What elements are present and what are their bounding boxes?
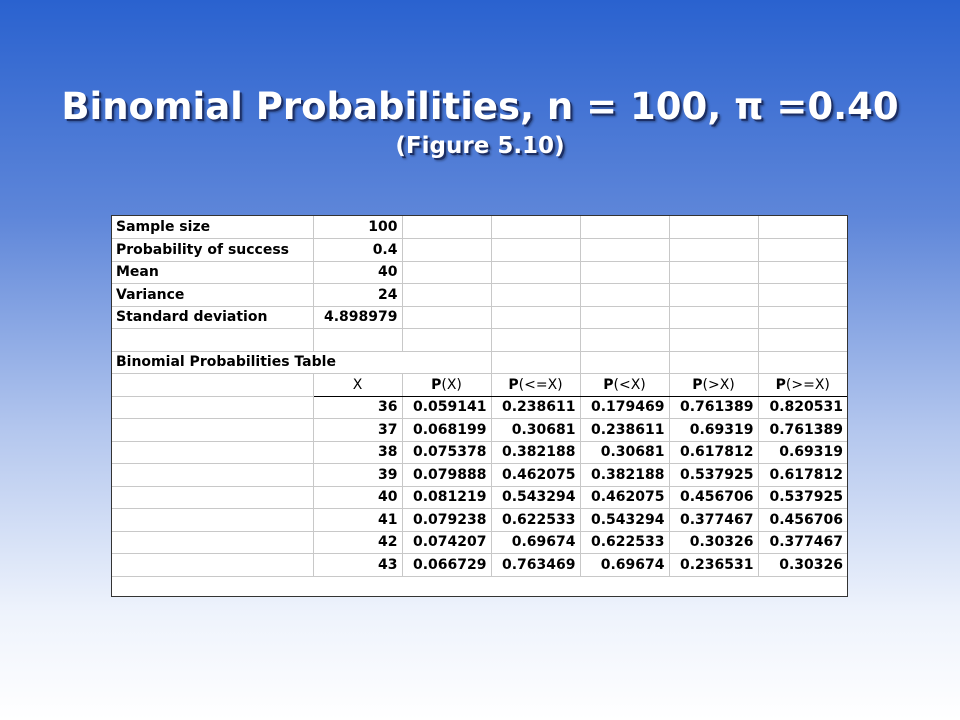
empty-cell[interactable] — [491, 351, 580, 374]
probability-cell[interactable]: 0.377467 — [758, 531, 847, 554]
x-value-cell[interactable]: 43 — [313, 554, 402, 577]
table-row — [112, 531, 847, 554]
probability-cell[interactable]: 0.30681 — [580, 441, 669, 464]
probability-cell[interactable]: 0.537925 — [669, 464, 758, 487]
probability-cell[interactable]: 0.622533 — [580, 531, 669, 554]
empty-cell[interactable] — [112, 419, 313, 442]
table-row — [112, 441, 847, 464]
probability-cell[interactable]: 0.69319 — [669, 419, 758, 442]
probability-cell[interactable]: 0.462075 — [491, 464, 580, 487]
column-header-p3[interactable]: P(<X) — [580, 374, 669, 397]
table-row — [112, 554, 847, 577]
empty-cell[interactable] — [491, 239, 580, 262]
probability-cell[interactable]: 0.69674 — [580, 554, 669, 577]
probability-cell[interactable]: 0.617812 — [758, 464, 847, 487]
probability-cell[interactable]: 0.543294 — [580, 509, 669, 532]
empty-cell[interactable] — [491, 329, 580, 352]
empty-cell[interactable] — [580, 216, 669, 239]
empty-cell[interactable] — [402, 351, 491, 374]
empty-cell[interactable] — [669, 239, 758, 262]
column-header-p5[interactable]: P(>=X) — [758, 374, 847, 397]
slide-subtitle: (Figure 5.10) — [395, 133, 565, 159]
table-row — [112, 464, 847, 487]
slide-title — [0, 82, 960, 160]
probability-cell[interactable]: 0.69319 — [758, 441, 847, 464]
table-row — [112, 509, 847, 532]
x-value-cell[interactable]: 42 — [313, 531, 402, 554]
empty-cell[interactable] — [580, 306, 669, 329]
empty-cell[interactable] — [580, 261, 669, 284]
empty-cell[interactable] — [402, 261, 491, 284]
empty-cell[interactable] — [112, 486, 313, 509]
empty-cell[interactable] — [758, 284, 847, 307]
empty-cell[interactable] — [112, 441, 313, 464]
probability-cell[interactable]: 0.079238 — [402, 509, 491, 532]
param-value-cell[interactable]: 24 — [313, 284, 402, 307]
param-row — [112, 306, 847, 329]
empty-cell[interactable] — [669, 261, 758, 284]
empty-cell[interactable] — [402, 306, 491, 329]
probability-cell[interactable]: 0.30326 — [758, 554, 847, 577]
x-value-cell[interactable]: 38 — [313, 441, 402, 464]
empty-cell[interactable] — [758, 239, 847, 262]
x-value-cell[interactable]: 36 — [313, 396, 402, 419]
x-value-cell[interactable]: 37 — [313, 419, 402, 442]
empty-cell[interactable] — [580, 351, 669, 374]
empty-cell[interactable] — [491, 261, 580, 284]
probability-cell[interactable]: 0.382188 — [491, 441, 580, 464]
probability-cell[interactable]: 0.820531 — [758, 396, 847, 419]
spreadsheet — [111, 215, 848, 597]
probability-cell[interactable]: 0.238611 — [580, 419, 669, 442]
empty-cell[interactable] — [669, 216, 758, 239]
probability-cell[interactable]: 0.617812 — [669, 441, 758, 464]
table-row — [112, 396, 847, 419]
probability-cell[interactable]: 0.377467 — [669, 509, 758, 532]
x-value-cell[interactable]: 41 — [313, 509, 402, 532]
column-header-p2[interactable]: P(<=X) — [491, 374, 580, 397]
empty-cell[interactable] — [580, 284, 669, 307]
empty-cell[interactable] — [758, 351, 847, 374]
empty-cell[interactable] — [669, 284, 758, 307]
empty-cell[interactable] — [112, 509, 313, 532]
probability-cell[interactable]: 0.543294 — [491, 486, 580, 509]
table-title-row — [112, 351, 847, 374]
empty-cell[interactable] — [112, 464, 313, 487]
param-row — [112, 284, 847, 307]
probability-cell[interactable]: 0.456706 — [669, 486, 758, 509]
empty-cell[interactable] — [112, 329, 313, 352]
empty-cell[interactable] — [758, 329, 847, 352]
probability-cell[interactable]: 0.236531 — [669, 554, 758, 577]
empty-cell[interactable] — [402, 239, 491, 262]
empty-cell[interactable] — [758, 261, 847, 284]
empty-cell[interactable] — [669, 329, 758, 352]
table-row — [112, 419, 847, 442]
table-row — [112, 486, 847, 509]
param-row — [112, 261, 847, 284]
empty-cell[interactable] — [313, 329, 402, 352]
probability-cell[interactable]: 0.761389 — [758, 419, 847, 442]
probability-cell[interactable]: 0.30326 — [669, 531, 758, 554]
column-header-p4[interactable]: P(>X) — [669, 374, 758, 397]
empty-cell[interactable] — [402, 216, 491, 239]
probability-cell[interactable]: 0.179469 — [580, 396, 669, 419]
empty-cell[interactable] — [758, 216, 847, 239]
probability-cell[interactable]: 0.462075 — [580, 486, 669, 509]
slide-title-main: Binomial Probabilities, n = 100, π =0.40 — [61, 85, 899, 128]
probability-cell[interactable]: 0.066729 — [402, 554, 491, 577]
probability-cell[interactable]: 0.075378 — [402, 441, 491, 464]
param-row — [112, 239, 847, 262]
param-label-cell[interactable]: Mean — [112, 261, 313, 284]
blank-row — [112, 329, 847, 352]
empty-cell[interactable] — [491, 216, 580, 239]
empty-cell[interactable] — [580, 329, 669, 352]
empty-cell[interactable] — [112, 554, 313, 577]
empty-cell[interactable] — [580, 239, 669, 262]
empty-cell[interactable] — [112, 396, 313, 419]
probability-cell[interactable]: 0.068199 — [402, 419, 491, 442]
param-value-cell[interactable]: 100 — [313, 216, 402, 239]
param-label-cell[interactable]: Variance — [112, 284, 313, 307]
param-label-cell[interactable]: Sample size — [112, 216, 313, 239]
probability-cell[interactable]: 0.537925 — [758, 486, 847, 509]
param-label-cell[interactable]: Standard deviation — [112, 306, 313, 329]
param-label-cell[interactable]: Probability of success — [112, 239, 313, 262]
empty-cell[interactable] — [491, 284, 580, 307]
probability-cell[interactable]: 0.059141 — [402, 396, 491, 419]
probability-cell[interactable]: 0.761389 — [669, 396, 758, 419]
x-value-cell[interactable]: 39 — [313, 464, 402, 487]
empty-cell[interactable] — [112, 531, 313, 554]
param-row — [112, 216, 847, 239]
param-value-cell[interactable]: 0.4 — [313, 239, 402, 262]
empty-cell[interactable] — [758, 306, 847, 329]
param-value-cell[interactable]: 4.898979 — [313, 306, 402, 329]
probability-cell[interactable]: 0.763469 — [491, 554, 580, 577]
probability-cell[interactable]: 0.079888 — [402, 464, 491, 487]
spreadsheet-table — [112, 216, 847, 577]
probability-cell[interactable]: 0.622533 — [491, 509, 580, 532]
empty-cell[interactable] — [402, 284, 491, 307]
empty-cell[interactable] — [402, 329, 491, 352]
probability-cell[interactable]: 0.69674 — [491, 531, 580, 554]
probability-cell[interactable]: 0.081219 — [402, 486, 491, 509]
empty-cell[interactable] — [669, 351, 758, 374]
empty-cell[interactable] — [491, 306, 580, 329]
empty-cell[interactable] — [669, 306, 758, 329]
column-header-row — [112, 374, 847, 397]
table-title-cell[interactable]: Binomial Probabilities Table — [112, 351, 402, 374]
probability-cell[interactable]: 0.382188 — [580, 464, 669, 487]
x-value-cell[interactable]: 40 — [313, 486, 402, 509]
probability-cell[interactable]: 0.456706 — [758, 509, 847, 532]
column-header-x[interactable]: X — [313, 374, 402, 397]
probability-cell[interactable]: 0.30681 — [491, 419, 580, 442]
probability-cell[interactable]: 0.074207 — [402, 531, 491, 554]
empty-cell[interactable] — [112, 374, 313, 397]
column-header-p1[interactable]: P(X) — [402, 374, 491, 397]
probability-cell[interactable]: 0.238611 — [491, 396, 580, 419]
param-value-cell[interactable]: 40 — [313, 261, 402, 284]
